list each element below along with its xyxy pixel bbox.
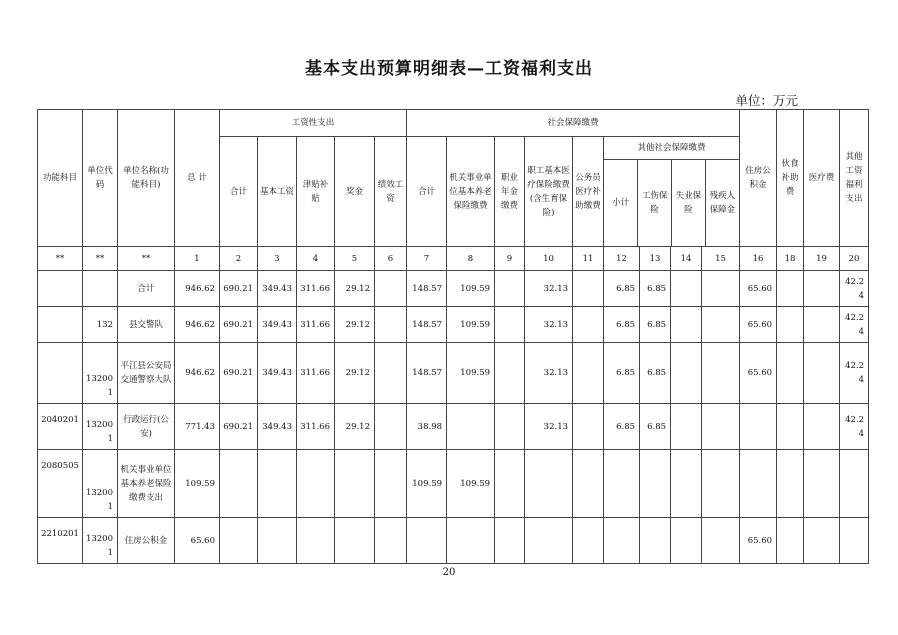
cell-bonus: 29.12 xyxy=(335,271,375,307)
cell-bonus: 29.12 xyxy=(335,343,375,404)
cell-medical: 32.13 xyxy=(525,404,573,450)
cell-medical: 32.13 xyxy=(525,271,573,307)
table-row-admin xyxy=(38,404,869,450)
cell-unemployment xyxy=(671,271,702,307)
index-cell: ** xyxy=(38,247,83,271)
header-allowance: 津贴补贴 xyxy=(297,137,335,247)
cell-civil-medical xyxy=(573,518,604,564)
cell-annuity xyxy=(495,343,525,404)
cell-housing-fund xyxy=(740,450,777,518)
cell-other-subtotal: 6.85 xyxy=(604,307,640,343)
header-other-social xyxy=(604,137,740,247)
cell-basic-salary: 349.43 xyxy=(258,307,297,343)
cell-merit-pay xyxy=(375,307,407,343)
cell-medical: 32.13 xyxy=(525,343,573,404)
index-cell: 16 xyxy=(740,247,777,271)
header-social-group: 社会保障缴费 xyxy=(407,110,740,137)
cell-annuity xyxy=(495,450,525,518)
row-unit-code: 132001 xyxy=(83,518,118,564)
index-cell: 6 xyxy=(375,247,407,271)
cell-other-subtotal xyxy=(604,518,640,564)
cell-housing-fund: 65.60 xyxy=(740,518,777,564)
cell-allowance: 311.66 xyxy=(297,343,335,404)
cell-injury: 6.85 xyxy=(640,404,671,450)
cell-total: 109.59 xyxy=(175,450,220,518)
header-unit-code: 单位代码 xyxy=(83,110,118,247)
cell-annuity xyxy=(495,404,525,450)
cell-pension: 109.59 xyxy=(447,450,495,518)
index-cell: 11 xyxy=(573,247,604,271)
cell-allowance: 311.66 xyxy=(297,307,335,343)
cell-pension: 109.59 xyxy=(447,307,495,343)
cell-social-total: 148.57 xyxy=(407,271,447,307)
cell-salary-total: 690.21 xyxy=(220,404,258,450)
header-civil-medical: 公务员医疗补助缴费 xyxy=(573,137,604,247)
header-other-welfare: 其他工资福利支出 xyxy=(840,110,869,247)
page-number: 20 xyxy=(442,567,456,578)
index-cell: 7 xyxy=(407,247,447,271)
cell-social-total xyxy=(407,518,447,564)
cell-merit-pay xyxy=(375,404,407,450)
cell-merit-pay xyxy=(375,343,407,404)
cell-housing-fund: 65.60 xyxy=(740,307,777,343)
other-social-subtable xyxy=(604,137,739,246)
cell-other-subtotal: 6.85 xyxy=(604,404,640,450)
index-cell: 9 xyxy=(495,247,525,271)
cell-total: 771.43 xyxy=(175,404,220,450)
header-social-total: 合计 xyxy=(407,137,447,247)
cell-disability xyxy=(702,518,740,564)
table-row-department xyxy=(38,307,869,343)
table-row-pension xyxy=(38,450,869,518)
header-medical-fee: 医疗费 xyxy=(804,110,840,247)
row-unit-code: 132001 xyxy=(83,450,118,518)
cell-medical-fee xyxy=(804,343,840,404)
header-unemployment: 失业保险 xyxy=(672,160,706,247)
cell-disability xyxy=(702,271,740,307)
row-unit-code: 132001 xyxy=(83,404,118,450)
cell-social-total: 109.59 xyxy=(407,450,447,518)
cell-medical xyxy=(525,518,573,564)
cell-disability xyxy=(702,343,740,404)
header-meal-subsidy: 伙食补助费 xyxy=(777,110,804,247)
cell-bonus xyxy=(335,450,375,518)
cell-total: 65.60 xyxy=(175,518,220,564)
header-other-social-group: 其他社会保障缴费 xyxy=(604,137,739,160)
cell-housing-fund: 65.60 xyxy=(740,271,777,307)
cell-pension xyxy=(447,404,495,450)
cell-disability xyxy=(702,404,740,450)
header-salary-total: 合计 xyxy=(220,137,258,247)
row-unit-code: 132001 xyxy=(83,343,118,404)
cell-allowance xyxy=(297,450,335,518)
cell-annuity xyxy=(495,271,525,307)
header-bonus: 奖金 xyxy=(335,137,375,247)
cell-annuity xyxy=(495,518,525,564)
header-pension: 机关事业单位基本养老保险缴费 xyxy=(447,137,495,247)
cell-basic-salary: 349.43 xyxy=(258,404,297,450)
cell-meal-subsidy xyxy=(777,450,804,518)
cell-unemployment xyxy=(671,450,702,518)
index-cell: 15 xyxy=(702,247,740,271)
cell-merit-pay xyxy=(375,271,407,307)
table-row-unit xyxy=(38,343,869,404)
unit-label: 单位：万元 xyxy=(735,93,798,108)
cell-unemployment xyxy=(671,343,702,404)
cell-medical-fee xyxy=(804,271,840,307)
header-medical: 职工基本医疗保险缴费(含生育保险) xyxy=(525,137,573,247)
cell-medical xyxy=(525,450,573,518)
table-row-housing xyxy=(38,518,869,564)
index-cell: 8 xyxy=(447,247,495,271)
index-row xyxy=(38,247,869,271)
cell-meal-subsidy xyxy=(777,518,804,564)
cell-salary-total: 690.21 xyxy=(220,343,258,404)
cell-bonus xyxy=(335,518,375,564)
cell-other-welfare: 42.24 xyxy=(840,343,869,404)
cell-injury xyxy=(640,450,671,518)
cell-merit-pay xyxy=(375,518,407,564)
row-unit-name: 平江县公安局交通警察大队 xyxy=(118,343,175,404)
cell-social-total: 148.57 xyxy=(407,343,447,404)
cell-annuity xyxy=(495,307,525,343)
cell-allowance xyxy=(297,518,335,564)
cell-medical-fee xyxy=(804,518,840,564)
index-cell: 12 xyxy=(604,247,640,271)
row-func-subject xyxy=(38,271,83,307)
row-func-subject: 2080505 xyxy=(38,450,83,518)
header-injury: 工伤保险 xyxy=(638,160,672,247)
index-cell: 2 xyxy=(220,247,258,271)
page-title: 基本支出预算明细表—工资福利支出 xyxy=(305,59,593,79)
cell-meal-subsidy xyxy=(777,271,804,307)
row-unit-code: 132 xyxy=(83,307,118,343)
row-unit-name: 住房公积金 xyxy=(118,518,175,564)
index-cell: 5 xyxy=(335,247,375,271)
cell-other-subtotal xyxy=(604,450,640,518)
cell-other-welfare xyxy=(840,450,869,518)
cell-salary-total xyxy=(220,450,258,518)
cell-other-subtotal: 6.85 xyxy=(604,343,640,404)
index-cell: 4 xyxy=(297,247,335,271)
cell-total: 946.62 xyxy=(175,343,220,404)
cell-basic-salary: 349.43 xyxy=(258,343,297,404)
cell-medical: 32.13 xyxy=(525,307,573,343)
cell-civil-medical xyxy=(573,307,604,343)
row-func-subject: 2040201 xyxy=(38,404,83,450)
cell-allowance: 311.66 xyxy=(297,271,335,307)
cell-civil-medical xyxy=(573,404,604,450)
index-cell: 1 xyxy=(175,247,220,271)
cell-basic-salary xyxy=(258,450,297,518)
budget-table xyxy=(37,109,869,564)
index-cell: 18 xyxy=(777,247,804,271)
header-unit-name: 单位名称(功能科目) xyxy=(118,110,175,247)
cell-pension: 109.59 xyxy=(447,271,495,307)
row-unit-name: 机关事业单位基本养老保险缴费支出 xyxy=(118,450,175,518)
cell-injury xyxy=(640,518,671,564)
cell-other-welfare: 42.24 xyxy=(840,271,869,307)
index-cell: ** xyxy=(83,247,118,271)
cell-social-total: 148.57 xyxy=(407,307,447,343)
cell-salary-total: 690.21 xyxy=(220,307,258,343)
cell-injury: 6.85 xyxy=(640,307,671,343)
cell-civil-medical xyxy=(573,271,604,307)
cell-pension: 109.59 xyxy=(447,343,495,404)
cell-unemployment xyxy=(671,518,702,564)
cell-social-total: 38.98 xyxy=(407,404,447,450)
cell-basic-salary: 349.43 xyxy=(258,271,297,307)
row-unit-name: 合计 xyxy=(118,271,175,307)
cell-bonus: 29.12 xyxy=(335,307,375,343)
cell-housing-fund: 65.60 xyxy=(740,343,777,404)
index-cell: 14 xyxy=(671,247,702,271)
cell-basic-salary xyxy=(258,518,297,564)
cell-other-welfare: 42.24 xyxy=(840,404,869,450)
row-unit-name: 行政运行(公安) xyxy=(118,404,175,450)
cell-salary-total xyxy=(220,518,258,564)
cell-housing-fund xyxy=(740,404,777,450)
index-cell: 20 xyxy=(840,247,869,271)
table-row-total xyxy=(38,271,869,307)
index-cell: 3 xyxy=(258,247,297,271)
cell-total: 946.62 xyxy=(175,271,220,307)
cell-pension xyxy=(447,518,495,564)
header-salary-group: 工资性支出 xyxy=(220,110,407,137)
cell-salary-total: 690.21 xyxy=(220,271,258,307)
header-merit-pay: 绩效工资 xyxy=(375,137,407,247)
header-other-subtotal: 小计 xyxy=(604,160,638,247)
row-unit-code xyxy=(83,271,118,307)
cell-medical-fee xyxy=(804,450,840,518)
cell-total: 946.62 xyxy=(175,307,220,343)
header-disability: 残疾人保障金 xyxy=(709,191,736,215)
header-total: 总 计 xyxy=(175,110,220,247)
row-func-subject xyxy=(38,307,83,343)
index-cell: 10 xyxy=(525,247,573,271)
cell-other-subtotal: 6.85 xyxy=(604,271,640,307)
cell-unemployment xyxy=(671,404,702,450)
cell-civil-medical xyxy=(573,343,604,404)
cell-merit-pay xyxy=(375,450,407,518)
cell-injury: 6.85 xyxy=(640,271,671,307)
row-unit-name: 县交警队 xyxy=(118,307,175,343)
row-func-subject xyxy=(38,343,83,404)
cell-meal-subsidy xyxy=(777,307,804,343)
cell-injury: 6.85 xyxy=(640,343,671,404)
cell-meal-subsidy xyxy=(777,404,804,450)
cell-medical-fee xyxy=(804,404,840,450)
cell-medical-fee xyxy=(804,307,840,343)
cell-unemployment xyxy=(671,307,702,343)
header-func-subject: 功能科目 xyxy=(38,110,83,247)
cell-bonus: 29.12 xyxy=(335,404,375,450)
row-func-subject: 2210201 xyxy=(38,518,83,564)
index-cell: 13 xyxy=(640,247,671,271)
cell-civil-medical xyxy=(573,450,604,518)
cell-disability xyxy=(702,307,740,343)
header-annuity: 职业年金缴费 xyxy=(495,137,525,247)
cell-other-welfare: 42.24 xyxy=(840,307,869,343)
cell-meal-subsidy xyxy=(777,343,804,404)
index-cell: ** xyxy=(118,247,175,271)
header-row-top xyxy=(38,110,869,137)
cell-disability xyxy=(702,450,740,518)
header-basic-salary: 基本工资 xyxy=(258,137,297,247)
index-cell: 19 xyxy=(804,247,840,271)
header-housing-fund: 住房公积金 xyxy=(740,110,777,247)
cell-other-welfare xyxy=(840,518,869,564)
cell-allowance: 311.66 xyxy=(297,404,335,450)
